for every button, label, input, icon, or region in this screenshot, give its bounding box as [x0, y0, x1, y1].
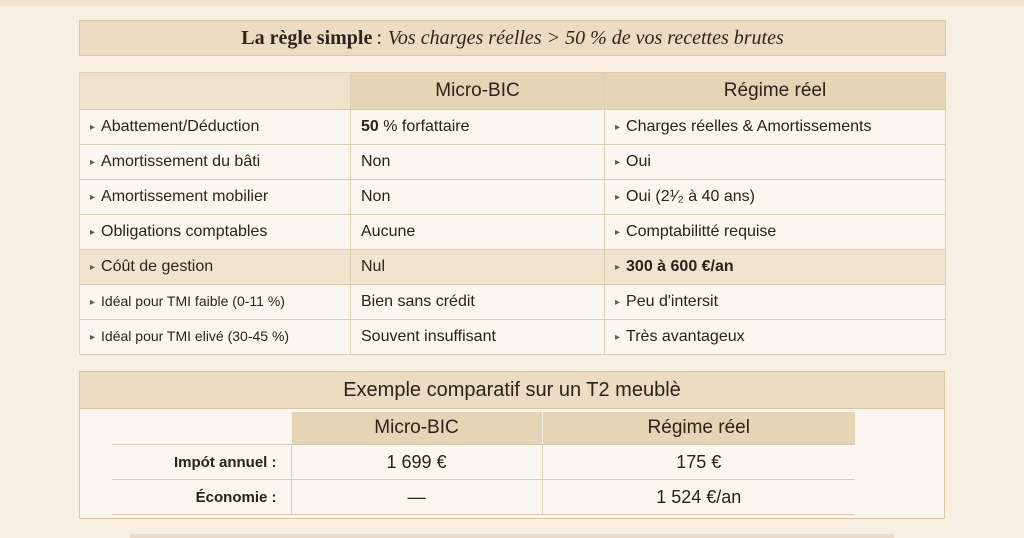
triangle-bullet-icon: ▸: [615, 227, 621, 238]
row-label: Cóût de gestion: [101, 258, 214, 275]
example-header-regime-reel: Régime réel: [542, 412, 855, 445]
example-header-row: [112, 412, 855, 445]
reel-value: Charges réelles & Amortissements: [626, 118, 872, 135]
row-label: Abattement/Déduction: [101, 118, 260, 135]
triangle-bullet-icon: ▸: [90, 157, 96, 168]
triangle-bullet-icon: ▸: [615, 297, 621, 308]
example-row-label: Économie :: [112, 480, 291, 515]
micro-value: Aucune: [351, 215, 605, 250]
triangle-bullet-icon: ▸: [615, 262, 621, 273]
triangle-bullet-icon: ▸: [90, 122, 96, 133]
micro-value: [351, 110, 605, 145]
micro-value: Non: [351, 180, 605, 215]
triangle-bullet-icon: ▸: [90, 192, 96, 203]
row-label: Amortissement du bâti: [101, 153, 261, 170]
table-row: [80, 320, 946, 355]
example-header-blank: [112, 412, 291, 445]
example-micro-value: —: [291, 480, 542, 515]
example-title: Exemple comparatif sur un T2 meublè: [80, 372, 944, 409]
table-row: [80, 180, 946, 215]
reel-value: Comptabilitté requise: [626, 223, 777, 240]
triangle-bullet-icon: ▸: [90, 227, 96, 238]
row-label: Idéal pour TMI elivé (30-45 %): [101, 328, 290, 344]
micro-value-rest: % forfattaire: [378, 118, 470, 135]
rule-banner: [79, 20, 946, 56]
triangle-bullet-icon: ▸: [90, 297, 96, 308]
table-row-highlighted: [80, 250, 946, 285]
row-label: Idéal pour TMI faible (0-11 %): [101, 293, 285, 309]
example-reel-value: 1 524 €/an: [542, 480, 855, 515]
reel-value: 300 à 600 €/an: [626, 258, 734, 275]
bottom-divider: [130, 534, 894, 538]
row-label: Obligations comptables: [101, 223, 268, 240]
header-micro-bic: Micro-BIC: [351, 73, 605, 110]
triangle-bullet-icon: ▸: [615, 192, 621, 203]
example-micro-value: 1 699 €: [291, 445, 542, 480]
example-reel-value: 175 €: [542, 445, 855, 480]
reel-value: Très avantageux: [626, 328, 745, 345]
triangle-bullet-icon: ▸: [615, 332, 621, 343]
micro-value: Non: [351, 145, 605, 180]
comparison-header-row: [80, 73, 946, 110]
header-regime-reel: Régime réel: [605, 73, 946, 110]
example-panel: [79, 371, 945, 519]
rule-text: Vos charges réelles > 50 % de vos recettes brutes: [387, 26, 784, 49]
triangle-bullet-icon: ▸: [615, 122, 621, 133]
rule-lead: La règle simple: [241, 26, 373, 49]
example-table: [112, 412, 855, 515]
example-header-micro-bic: Micro-BIC: [291, 412, 542, 445]
table-row: [80, 215, 946, 250]
table-row: [80, 110, 946, 145]
comparison-table: [79, 72, 946, 355]
example-row-economie: [112, 480, 855, 515]
micro-value: Souvent insuffisant: [351, 320, 605, 355]
rule-separator: :: [376, 26, 382, 49]
reel-value: Peu d'intersit: [626, 293, 719, 310]
micro-value: Nul: [351, 250, 605, 285]
reel-value: Oui (2¹⁄₂ à 40 ans): [626, 188, 755, 205]
row-label: Amortissement mobilier: [101, 188, 269, 205]
triangle-bullet-icon: ▸: [90, 262, 96, 273]
table-row: [80, 285, 946, 320]
reel-value: Oui: [626, 153, 651, 170]
table-row: [80, 145, 946, 180]
example-row-impot: [112, 445, 855, 480]
triangle-bullet-icon: ▸: [615, 157, 621, 168]
top-divider: [0, 0, 1024, 6]
micro-value-number: 50: [361, 118, 379, 135]
micro-value: Bien sans crédit: [351, 285, 605, 320]
triangle-bullet-icon: ▸: [90, 332, 96, 343]
header-blank-cell: [80, 73, 351, 110]
example-row-label: Impót annuel :: [112, 445, 291, 480]
